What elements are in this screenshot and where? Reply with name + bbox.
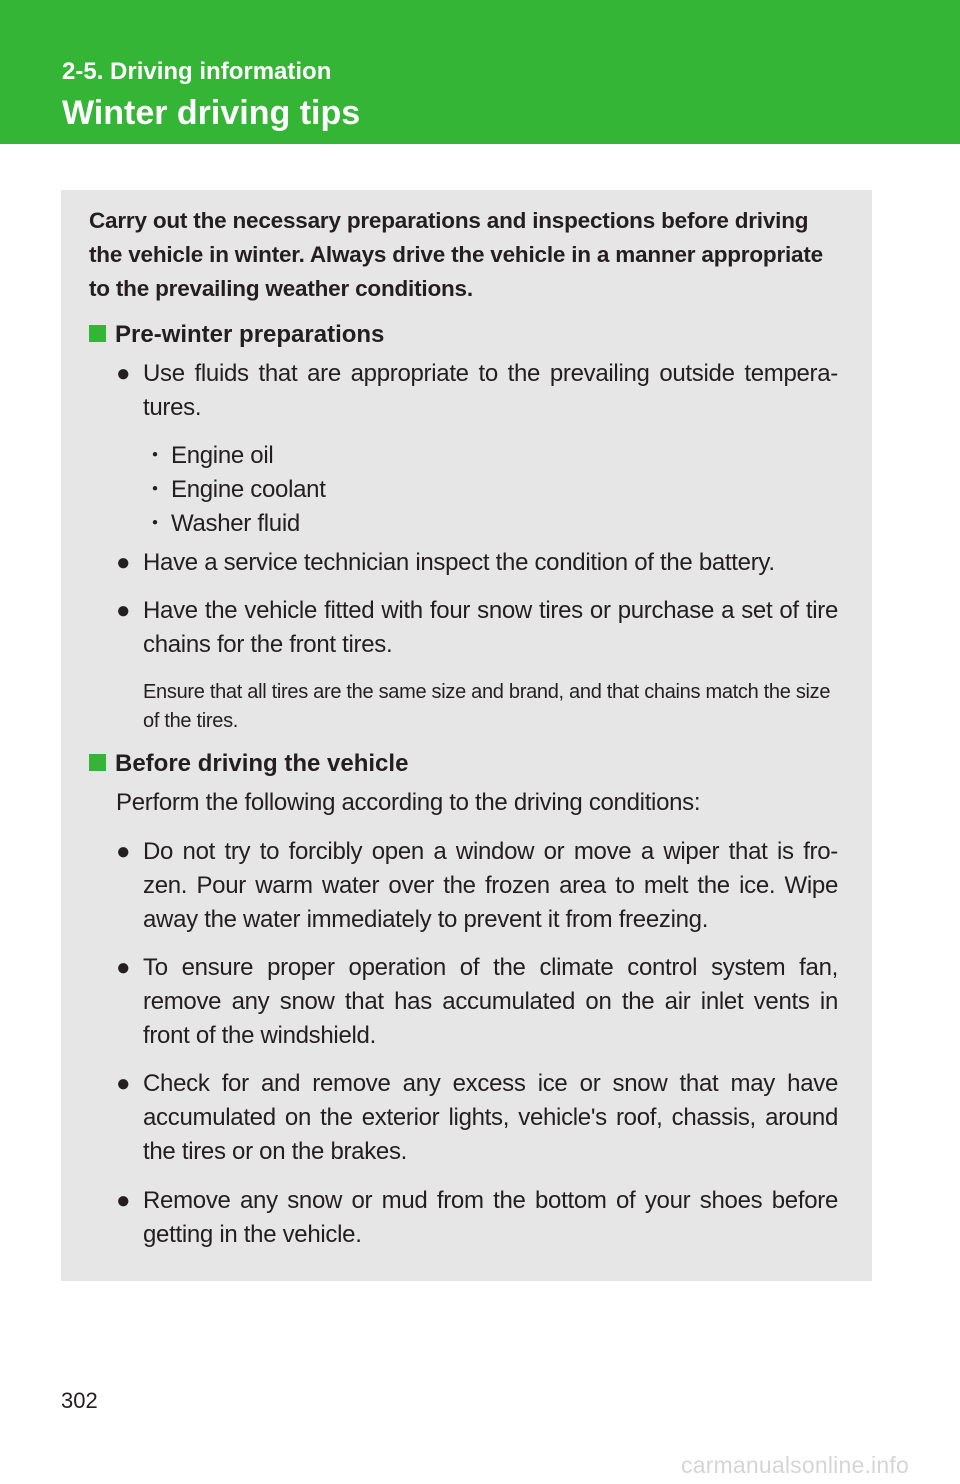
bullet-icon: ● bbox=[116, 597, 131, 624]
bullet-icon: ● bbox=[116, 1070, 131, 1097]
fluid-item-label: Engine oil bbox=[171, 442, 274, 469]
middot-icon: ・ bbox=[143, 442, 167, 469]
before-driving-bullet-window bbox=[116, 835, 838, 937]
green-square-icon bbox=[89, 754, 106, 771]
pre-winter-bullet-battery bbox=[116, 546, 838, 580]
fluid-item bbox=[143, 439, 273, 473]
content-box bbox=[61, 190, 872, 1281]
bullet-text: Have a service technician inspect the condition of the battery. bbox=[143, 549, 775, 576]
pre-winter-bullet-fluids bbox=[116, 357, 838, 425]
fluid-item-label: Engine coolant bbox=[171, 476, 326, 503]
bullet-text: Check for and remove any excess ice or snow that may have accumulated on the exterior lights, vehicle's roof, chassis, around the tires or on the brakes. bbox=[143, 1070, 838, 1165]
middot-icon: ・ bbox=[143, 476, 167, 503]
middot-icon: ・ bbox=[143, 510, 167, 537]
before-driving-intro: Perform the following according to the driving conditions: bbox=[116, 789, 701, 816]
bullet-icon: ● bbox=[116, 838, 131, 865]
pre-winter-heading-label: Pre-winter preparations bbox=[115, 321, 385, 348]
before-driving-bullet-ice bbox=[116, 1067, 838, 1169]
bullet-icon: ● bbox=[116, 360, 131, 387]
fluid-item-label: Washer fluid bbox=[171, 510, 300, 537]
bullet-icon: ● bbox=[116, 954, 131, 981]
bullet-text: Use fluids that are appropriate to the prevailing outside tempera-tures. bbox=[143, 360, 838, 421]
before-driving-bullet-shoes bbox=[116, 1184, 838, 1252]
bullet-text: To ensure proper operation of the climate control system fan, remove any snow that has accumulated on the air inlet vents in front of the windshield. bbox=[143, 954, 838, 1049]
bullet-icon: ● bbox=[116, 1187, 131, 1214]
bullet-icon: ● bbox=[116, 549, 131, 576]
page-number: 302 bbox=[61, 1388, 98, 1413]
intro-paragraph: Carry out the necessary preparations and inspections before driving the vehicle in winter. Always drive the vehicle in a manner appropriate to the prevailing weather conditions. bbox=[89, 208, 823, 301]
before-driving-heading bbox=[89, 747, 408, 781]
fluid-item bbox=[143, 473, 326, 507]
pre-winter-bullet-tires bbox=[116, 594, 838, 662]
before-driving-bullet-vents bbox=[116, 951, 838, 1053]
bullet-text: Remove any snow or mud from the bottom of your shoes before getting in the vehicle. bbox=[143, 1187, 838, 1248]
green-square-icon bbox=[89, 325, 106, 342]
pre-winter-heading bbox=[89, 318, 384, 352]
fluid-item bbox=[143, 507, 300, 541]
watermark: carmanualsonline.info bbox=[681, 1452, 909, 1478]
section-label: 2-5. Driving information bbox=[62, 58, 332, 85]
bullet-text: Have the vehicle fitted with four snow tires or purchase a set of tire chains for the front tires. bbox=[143, 597, 838, 658]
bullet-text: Do not try to forcibly open a window or move a wiper that is fro-zen. Pour warm water over the frozen area to melt the ice. Wipe away the water immediately to prevent it from freezing. bbox=[143, 838, 838, 933]
before-driving-heading-label: Before driving the vehicle bbox=[115, 750, 409, 777]
header-bar bbox=[0, 0, 960, 144]
tire-note: Ensure that all tires are the same size and brand, and that chains match the size of the tires. bbox=[143, 681, 831, 732]
page-title: Winter driving tips bbox=[62, 94, 361, 132]
